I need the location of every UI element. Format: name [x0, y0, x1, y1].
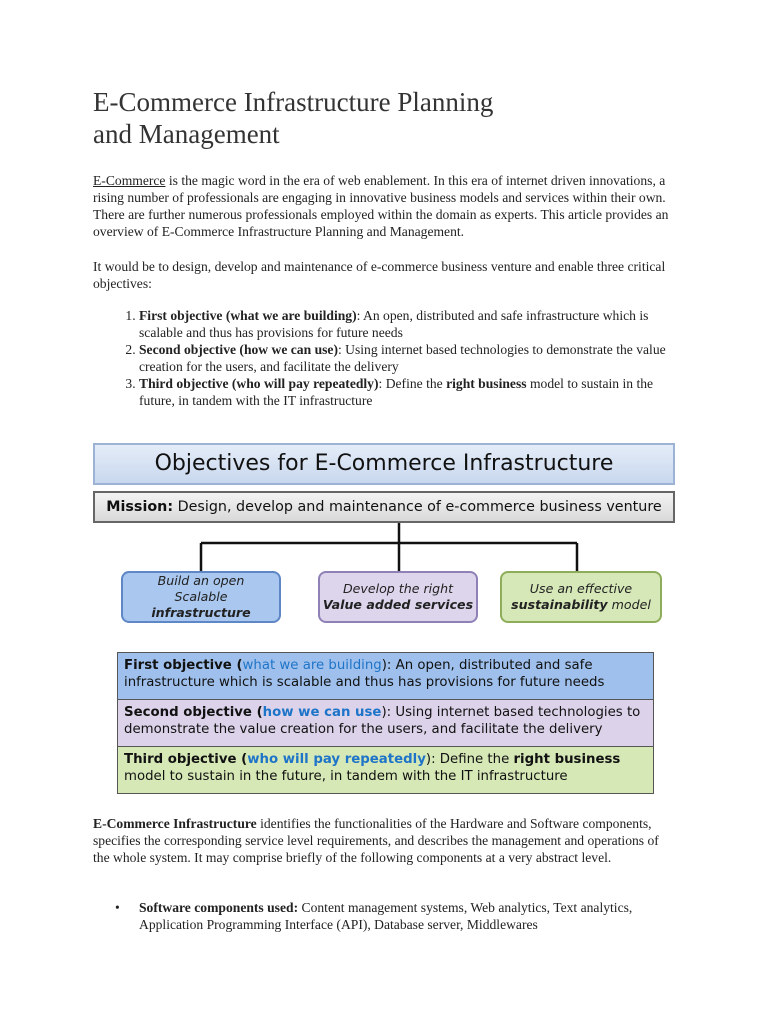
- list-item: [139, 307, 678, 341]
- box-1-line-1: Build an open: [157, 573, 245, 588]
- box-1-line-2a: Scalable: [174, 589, 228, 604]
- connector-lines: [93, 523, 675, 573]
- box-3-line-2b: model: [607, 597, 651, 612]
- mission-label: Mission:: [106, 499, 174, 515]
- bullet-icon: •: [115, 900, 120, 915]
- box-3-line-2: [502, 597, 660, 613]
- intro-paragraph: [93, 172, 678, 240]
- box-3-line-1: Use an effective: [529, 581, 633, 596]
- infrastructure-text: identifies the functionalities of the Hardware and Software components, specifies the corresponding service level requirements, and describes the management and operations of the whole system. It may comprise briefly of the following components at a very abstract level.: [93, 816, 659, 865]
- bullet-text: [139, 899, 678, 933]
- objectives-diagram: [93, 443, 675, 798]
- objective-box-services: [318, 571, 478, 623]
- intro-text: is the magic word in the era of web enablement. In this era of internet driven innovations, a rising number of professionals are engaging in innovative business models and services within their own. There are further numerous professionals employed within the domain as experts. This article provides an overview of E-Commerce Infrastructure Planning and Management.: [93, 173, 669, 239]
- objective-3-text-a: : Define the: [378, 376, 447, 391]
- row-3-label: Third objective (: [124, 752, 248, 767]
- objective-2-text: : Using internet based technologies to demonstrate the value creation for the users, and facilitate the delivery: [139, 342, 666, 374]
- box-3-line-2a: sustainability: [511, 597, 608, 612]
- row-2-label: Second objective (: [124, 705, 263, 720]
- table-row: [118, 700, 653, 747]
- objective-1-text: : An open, distributed and safe infrastructure which is scalable and thus has provisions for future needs: [139, 308, 649, 340]
- objectives-intro: It would be to design, develop and maintenance of e-commerce business venture and enable three critical objectives:: [93, 259, 666, 291]
- objective-3-bold: right business: [446, 376, 527, 391]
- objective-box-infrastructure: [121, 571, 281, 623]
- list-item: [139, 341, 678, 375]
- table-row: [118, 653, 653, 700]
- title-line-1: E-Commerce Infrastructure Planning: [93, 87, 494, 117]
- row-3-text-a: ): Define the: [425, 752, 514, 767]
- objectives-table: [117, 652, 654, 794]
- page-title: [93, 86, 678, 150]
- table-row: [118, 747, 653, 793]
- objective-2-label: Second objective (how we can use): [139, 342, 338, 357]
- row-1-label: First objective (: [124, 658, 243, 673]
- box-2-line-1: Develop the right: [342, 581, 454, 596]
- box-1-line-2b: infrastructure: [151, 605, 251, 620]
- infrastructure-paragraph: [93, 815, 678, 866]
- bullet-body: Content management systems, Web analytics, Text analytics, Application Programming Interface (API), Database server, Middlewares: [139, 900, 633, 932]
- list-item: [93, 899, 678, 933]
- objective-3-label: Third objective (who will pay repeatedly): [139, 376, 379, 391]
- article: [93, 86, 678, 409]
- objective-1-label: First objective (what we are building): [139, 308, 357, 323]
- title-line-2: and Management: [93, 119, 280, 149]
- row-3-bold: right business: [513, 752, 621, 767]
- mission-text: Design, develop and maintenance of e-commerce business venture: [173, 499, 662, 515]
- objectives-list: [93, 307, 678, 409]
- box-1-line-2: [123, 589, 279, 621]
- row-3-highlight: who will pay repeatedly: [247, 752, 426, 767]
- row-2-highlight: how we can use: [262, 705, 382, 720]
- bullet-label: Software components used:: [139, 900, 299, 915]
- objective-3-text-b: model to sustain in the future, in tandem with the IT infrastructure: [139, 376, 654, 408]
- mission-banner: [93, 491, 675, 523]
- list-item: [139, 375, 678, 409]
- row-3-text-b: model to sustain in the future, in tandem with the IT infrastructure: [124, 769, 568, 784]
- ecommerce-link[interactable]: E-Commerce: [93, 173, 166, 188]
- infrastructure-term: E-Commerce Infrastructure: [93, 816, 257, 831]
- row-2-text: ): Using internet based technologies to demonstrate the value creation for the users, and facilitate the delivery: [124, 705, 641, 737]
- box-2-line-2: Value added services: [322, 597, 474, 612]
- objective-box-sustainability: [500, 571, 662, 623]
- row-1-text: ): An open, distributed and safe infrastructure which is scalable and thus has provisions for future needs: [124, 658, 605, 690]
- row-1-highlight: what we are building: [242, 658, 382, 673]
- diagram-title: Objectives for E-Commerce Infrastructure: [93, 443, 675, 485]
